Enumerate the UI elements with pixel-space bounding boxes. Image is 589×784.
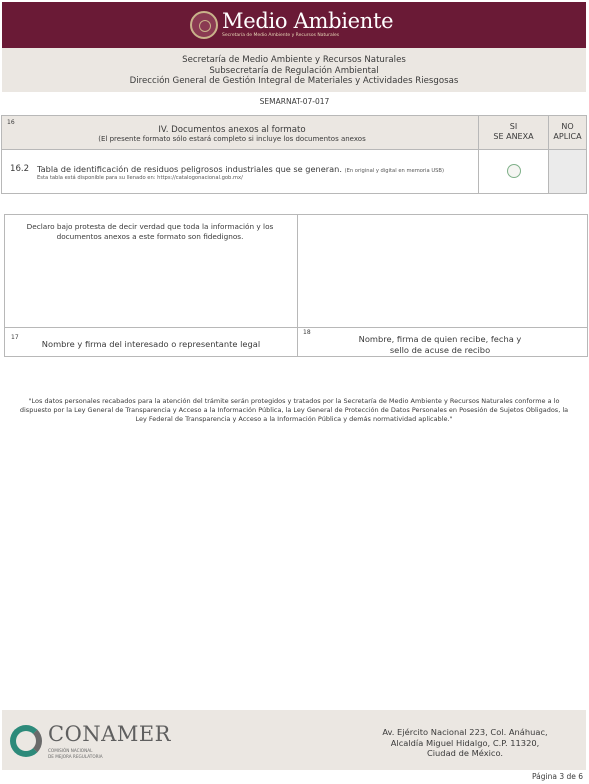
form-code: SEMARNAT-07-017 bbox=[259, 97, 330, 106]
receiver-label-line: Nombre, firma de quien recibe, fecha y bbox=[358, 334, 522, 344]
section-title: IV. Documentos anexos al formato bbox=[158, 125, 306, 135]
receiver-label-line: sello de acuse de recibo bbox=[389, 344, 491, 355]
conamer-logo-icon bbox=[10, 725, 42, 757]
coat-of-arms-icon bbox=[190, 11, 218, 39]
column-header-no bbox=[548, 116, 586, 150]
row-text bbox=[37, 164, 444, 174]
brand-title: Medio Ambiente bbox=[222, 9, 394, 33]
cell-no-aplica[interactable] bbox=[548, 150, 586, 193]
address-line: Alcaldía Miguel Hidalgo, C.P. 11320, bbox=[390, 737, 540, 748]
row-text-main: Tabla de identificación de residuos peligrosos industriales que se generan. bbox=[37, 164, 342, 174]
column-header-si bbox=[478, 116, 548, 150]
section-note: (El presente formato sólo estará completo si incluye los documentos anexos bbox=[98, 135, 366, 143]
field-number-17: 17 bbox=[11, 334, 19, 341]
brand-subtitle: Secretaría de Medio Ambiente y Recursos Naturales bbox=[222, 33, 340, 38]
header-agency-block bbox=[2, 48, 586, 92]
row-text-note: (En original y digital en memoria USB) bbox=[344, 168, 445, 174]
column-header-si-line: SE ANEXA bbox=[493, 132, 534, 141]
column-header-no-line: NO bbox=[561, 122, 574, 131]
table-row bbox=[2, 150, 586, 193]
footer-address bbox=[370, 727, 560, 759]
declaration-text: Declaro bajo protesta de decir verdad que toda la información y los documentos anexos a este formato son fidedignos. bbox=[26, 222, 274, 241]
brand-logo bbox=[190, 11, 393, 39]
signature-table bbox=[4, 214, 588, 357]
header-bar bbox=[2, 2, 586, 48]
footer bbox=[2, 710, 586, 770]
conamer-subtitle bbox=[48, 748, 103, 759]
annexes-table-header bbox=[2, 116, 586, 150]
divider bbox=[297, 215, 298, 356]
field-number-18: 18 bbox=[303, 329, 311, 336]
page-number: Página 3 de 6 bbox=[531, 772, 583, 781]
column-header-si-line: SI bbox=[509, 122, 518, 131]
conamer-subtitle-line: DE MEJORA REGULATORIA bbox=[48, 753, 103, 759]
applicant-signature-label: Nombre y firma del interesado o representante legal bbox=[41, 339, 261, 349]
se-anexa-radio[interactable] bbox=[507, 164, 521, 178]
row-subtext: Esta tabla está disponible para su llenado en: https://catalogonacional.gob.mx/ bbox=[37, 175, 243, 181]
conamer-brand: CONAMER bbox=[48, 722, 171, 746]
address-line: Av. Ejército Nacional 223, Col. Anáhuac, bbox=[382, 727, 548, 737]
cell-si bbox=[478, 150, 548, 193]
conamer-subtitle-line: COMISIÓN NACIONAL bbox=[48, 748, 93, 753]
address-line: Ciudad de México. bbox=[426, 748, 504, 758]
annexes-table bbox=[1, 115, 587, 194]
agency-line: Subsecretaría de Regulación Ambiental bbox=[209, 65, 379, 76]
agency-line: Dirección General de Gestión Integral de Materiales y Actividades Riesgosas bbox=[129, 76, 459, 86]
column-header-no-line: APLICA bbox=[553, 132, 582, 141]
divider bbox=[5, 327, 587, 328]
section-number: 16 bbox=[7, 119, 15, 126]
agency-line: Secretaría de Medio Ambiente y Recursos Naturales bbox=[182, 55, 406, 65]
row-number: 16.2 bbox=[10, 164, 30, 174]
receiver-signature-label bbox=[305, 334, 575, 355]
privacy-notice: "Los datos personales recabados para la atención del trámite serán protegidos y tratados por la Secretaría de Medio Ambiente y Recursos Naturales conforme a lo dispuesto por la Ley General de Transparencia y Acceso a la Información Pública, la Ley General de Protección de Datos Personales en Posesión de Sujetos Obligados, la Ley Federal de Transparencia y Acceso a la Información Pública y demás normatividad aplicable." bbox=[19, 397, 569, 423]
